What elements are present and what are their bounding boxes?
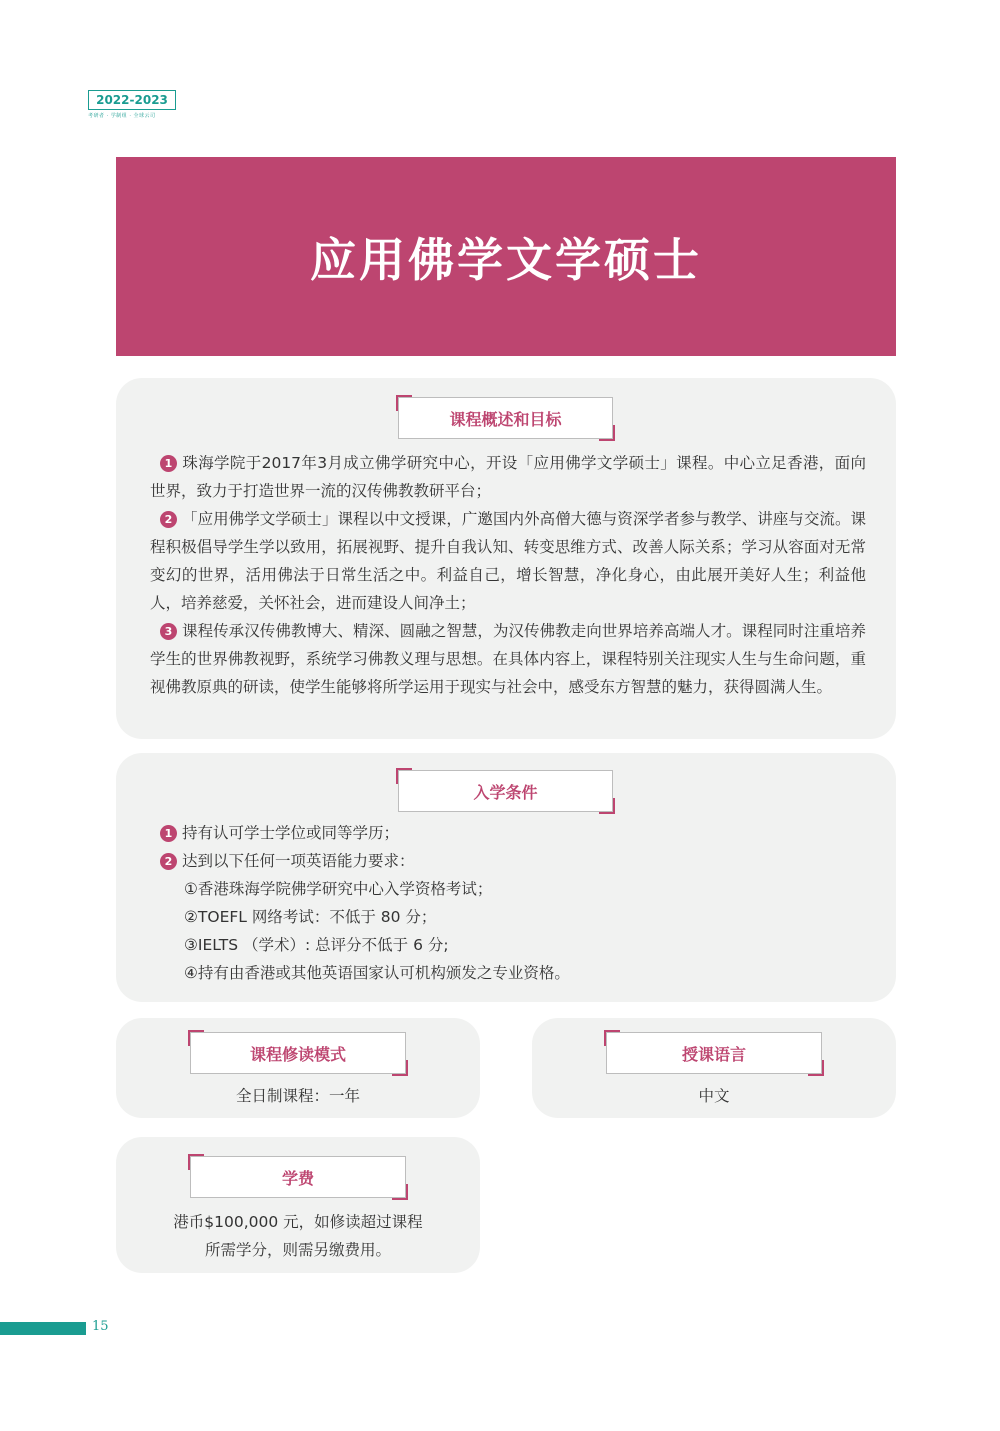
overview-item-text: 珠海学院于2017年3月成立佛学研究中心，开设「应用佛学文学硕士」课程。中心立足香港，面向世界，致力于打造世界一流的汉传佛教教研平台； xyxy=(150,454,866,500)
fee-heading: 学费 xyxy=(190,1156,406,1198)
english-requirement-4: ④持有由香港或其他英语国家认可机构颁发之专业资格。 xyxy=(184,964,570,982)
admission-item-2 xyxy=(160,847,415,875)
number-1-icon: 1 xyxy=(160,455,177,472)
admission-item-text: 持有认可学士学位或同等学历； xyxy=(182,824,400,842)
page-number: 15 xyxy=(92,1319,109,1334)
fee-line-2: 所需学分，则需另缴费用。 xyxy=(204,1241,391,1259)
number-2-icon: 2 xyxy=(160,853,177,870)
overview-item-text: 课程传承汉传佛教博大、精深、圆融之智慧，为汉传佛教走向世界培养高端人才。课程同时注重培养学生的世界佛教视野，系统学习佛教义理与思想。在具体内容上，课程特别关注现实人生与生命问题，重视佛教原典的研读，使学生能够将所学运用于现实与社会中，感受东方智慧的魅力，获得圆满人生。 xyxy=(150,622,866,696)
number-1-icon: 1 xyxy=(160,825,177,842)
english-requirement-2: ②TOEFL 网络考试：不低于 80 分； xyxy=(184,908,437,926)
year-badge: 2022-2023 xyxy=(88,90,176,110)
admission-item-text: 达到以下任何一项英语能力要求： xyxy=(182,852,415,870)
language-heading: 授课语言 xyxy=(606,1032,822,1074)
study-mode-value: 全日制课程：一年 xyxy=(235,1087,360,1105)
admission-item-1 xyxy=(160,819,399,847)
overview-item-1 xyxy=(150,449,866,505)
number-3-icon: 3 xyxy=(160,623,177,640)
english-requirement-3: ③IELTS （学术）: 总评分不低于 6 分; xyxy=(184,936,449,954)
english-requirement-1: ①香港珠海学院佛学研究中心入学资格考试； xyxy=(184,880,493,898)
overview-heading: 课程概述和目标 xyxy=(398,397,613,439)
page-title: 应用佛学文学硕士 xyxy=(310,232,702,287)
overview-item-3 xyxy=(150,617,866,701)
page-bar xyxy=(0,1322,86,1335)
overview-item-2 xyxy=(150,505,866,617)
language-value: 中文 xyxy=(698,1087,730,1105)
study-mode-heading: 课程修读模式 xyxy=(190,1032,406,1074)
year-subtitle: 考研者 · 学制组 · 全球云司 xyxy=(88,113,156,119)
title-banner xyxy=(116,157,896,356)
fee-line-1: 港币$100,000 元，如修读超过课程 xyxy=(173,1213,423,1231)
overview-item-text: 「应用佛学文学硕士」课程以中文授课，广邀国内外高僧大德与资深学者参与教学、讲座与交流。课程积极倡导学生学以致用，拓展视野、提升自我认知、转变思维方式、改善人际关系；学习从容面对无常变幻的世界，活用佛法于日常生活之中。利益自己，增长智慧，净化身心，由此展开美好人生；利益他人，培养慈爱，关怀社会，进而建设人间净土； xyxy=(150,510,866,612)
number-2-icon: 2 xyxy=(160,511,177,528)
admission-heading: 入学条件 xyxy=(398,770,613,812)
